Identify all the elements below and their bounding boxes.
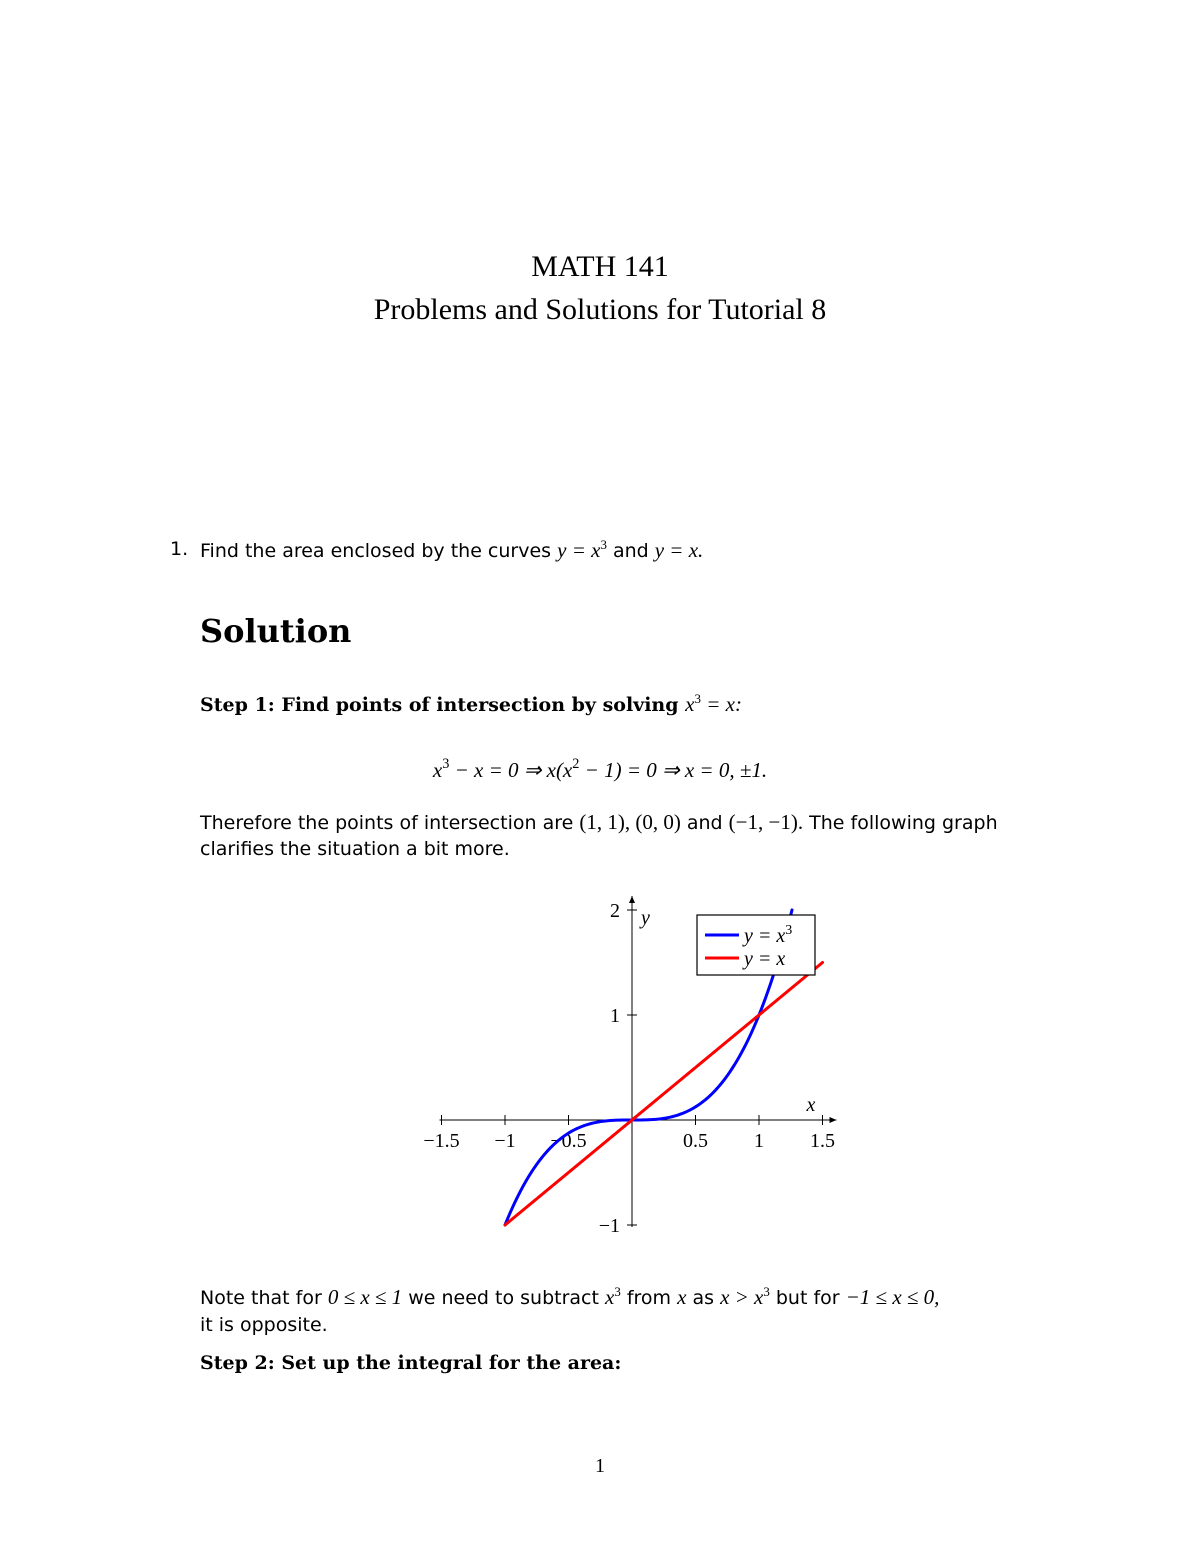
paragraph-line-1 xyxy=(200,810,998,835)
para-point3: (−1, −1). xyxy=(728,810,804,834)
problem-exp: 3 xyxy=(600,537,607,553)
tutorial-subtitle: Problems and Solutions for Tutorial 8 xyxy=(373,293,827,326)
problem-statement xyxy=(200,538,703,563)
para-tail: The following graph xyxy=(809,812,998,834)
eq-part2: − x = 0 ⇒ x(x xyxy=(449,758,573,782)
series-line-x xyxy=(505,963,823,1226)
step1-heading xyxy=(200,692,742,717)
y-axis-label: y xyxy=(641,907,650,929)
x-tick-label: 0.5 xyxy=(683,1130,708,1152)
eq-exp1: 3 xyxy=(442,756,450,773)
eq-part1: x xyxy=(432,758,443,782)
paragraph-line-2: clarifies the situation a bit more. xyxy=(200,838,510,860)
x-tick-label: −0.5 xyxy=(550,1130,587,1152)
note-exp1: 3 xyxy=(614,1284,621,1300)
step1-eq: x xyxy=(685,692,695,716)
eq-part3: − 1) = 0 ⇒ x = 0, ±1. xyxy=(579,758,768,782)
course-title: MATH 141 xyxy=(531,250,669,283)
legend-label: $y = x^3$ xyxy=(744,923,793,947)
para-and: and xyxy=(686,812,723,834)
y-tick-label: 1 xyxy=(610,1005,620,1027)
step1-tail: = x: xyxy=(700,692,742,716)
note-exp2: 3 xyxy=(763,1284,770,1300)
step2-heading: Step 2: Set up the integral for the area: xyxy=(200,1352,622,1374)
note-x3: x xyxy=(605,1285,615,1309)
note-line-2: it is opposite. xyxy=(200,1314,328,1336)
x-tick-label: 1 xyxy=(754,1130,764,1152)
problem-eq2: y = x. xyxy=(654,538,704,562)
y-tick-label: 2 xyxy=(610,900,620,922)
problem-and: and xyxy=(612,540,649,562)
note-but: but for xyxy=(775,1287,840,1309)
note-from: from xyxy=(626,1287,672,1309)
note-gt: x > x xyxy=(720,1285,764,1309)
step1-label: Step 1: Find points of intersection by solving xyxy=(200,694,679,716)
note-line-1 xyxy=(200,1285,939,1310)
page-number: 1 xyxy=(595,1455,605,1477)
solution-heading: Solution xyxy=(200,612,352,650)
x-tick-label: −1 xyxy=(494,1130,516,1152)
x-tick-label: 1.5 xyxy=(810,1130,835,1152)
x-tick-label: −1.5 xyxy=(423,1130,460,1152)
y-tick-label: −1 xyxy=(598,1215,620,1235)
note-a: Note that for xyxy=(200,1287,322,1309)
eq-exp2: 2 xyxy=(572,756,580,773)
note-ineq1: 0 ≤ x ≤ 1 xyxy=(327,1285,403,1309)
y-axis-arrow xyxy=(629,896,635,903)
note-ineq2: −1 ≤ x ≤ 0, xyxy=(845,1285,940,1309)
problem-number: 1. xyxy=(170,538,189,560)
intersection-chart xyxy=(420,890,860,1235)
para-text-a: Therefore the points of intersection are xyxy=(200,812,574,834)
note-as: as xyxy=(692,1287,715,1309)
display-equation xyxy=(0,758,1200,783)
x-axis-arrow xyxy=(830,1117,837,1123)
step1-exp: 3 xyxy=(694,691,701,707)
problem-text: Find the area enclosed by the curves xyxy=(200,540,552,562)
para-points: (1, 1), (0, 0) xyxy=(579,810,681,834)
chart-legend xyxy=(697,915,815,975)
x-axis-label: x xyxy=(806,1094,816,1116)
legend-label: y = x xyxy=(744,948,786,970)
note-b: we need to subtract xyxy=(408,1287,599,1309)
note-x: x xyxy=(677,1285,687,1309)
problem-eq1: y = x xyxy=(557,538,601,562)
